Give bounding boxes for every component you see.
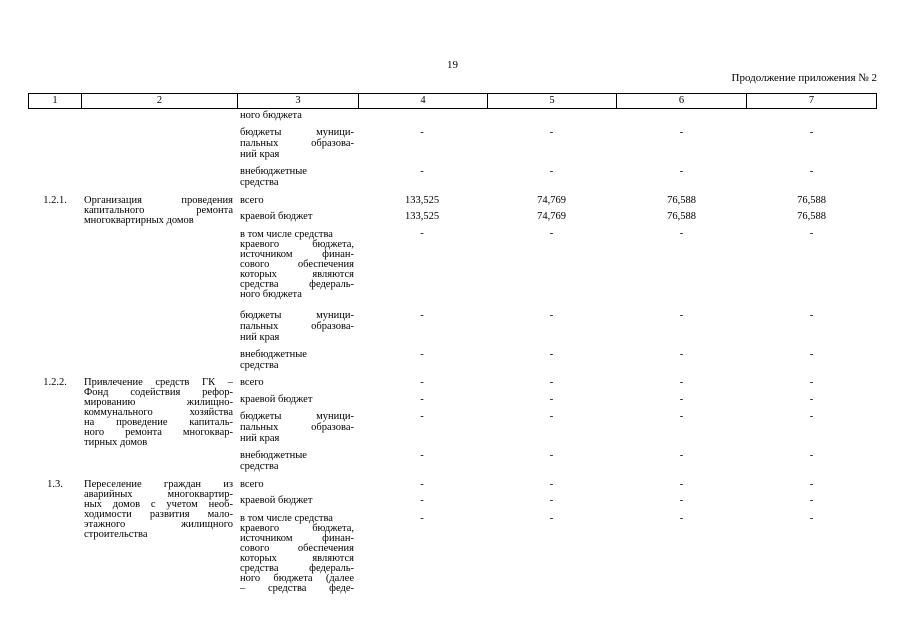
source-label: которых являются [240, 269, 354, 280]
row-title: Фонд содействия рефор- [84, 387, 233, 398]
cell-value: - [549, 411, 554, 422]
source-label: ний края [240, 149, 280, 160]
table-header [28, 93, 877, 109]
cell-value: 74,769 [537, 195, 566, 206]
source-label: средства федераль- [240, 279, 354, 290]
source-label: пальных образова- [240, 321, 354, 332]
source-label: краевого бюджета, [240, 523, 354, 534]
source-label: краевого бюджета, [240, 239, 354, 250]
header-col-1: 1 [29, 94, 82, 108]
cell-value: - [549, 166, 554, 177]
header-col-2: 2 [82, 94, 238, 108]
cell-value: - [420, 411, 424, 422]
row-title: многоквартирных домов [84, 215, 194, 226]
source-label: сового обеспечения [240, 543, 354, 554]
header-col-6: 6 [617, 94, 747, 108]
cell-value: - [679, 310, 684, 321]
cell-value: - [809, 479, 814, 490]
cell-value: - [420, 127, 424, 138]
source-label: ного бюджета (далее [240, 573, 354, 584]
source-label: внебюджетные [240, 349, 307, 360]
cell-value: - [420, 166, 424, 177]
row-title: строительства [84, 529, 148, 540]
source-label: источником финан- [240, 249, 354, 260]
cell-value: - [679, 495, 684, 506]
cell-value: - [809, 513, 814, 524]
row-number: 1.3. [47, 479, 63, 490]
cell-value: 76,588 [797, 195, 826, 206]
source-label: сового обеспечения [240, 259, 354, 270]
cell-value: - [420, 513, 424, 524]
row-title: мированию жилищно- [84, 397, 233, 408]
row-title: ного ремонта многоквар- [84, 427, 233, 438]
source-label: краевой бюджет [240, 495, 313, 506]
cell-value: 76,588 [797, 211, 826, 222]
row-title: Переселение граждан из [84, 479, 233, 490]
cell-value: - [809, 495, 814, 506]
row-title: аварийных многоквартир- [84, 489, 233, 500]
row-title: на проведение капиталь- [84, 417, 233, 428]
cell-value: - [679, 166, 684, 177]
cell-value: - [809, 310, 814, 321]
source-label: ного бюджета [240, 110, 302, 121]
cell-value: - [549, 450, 554, 461]
cell-value: 74,769 [537, 211, 566, 222]
cell-value: - [549, 513, 554, 524]
cell-value: - [549, 479, 554, 490]
cell-value: - [679, 349, 684, 360]
source-label: средства федераль- [240, 563, 354, 574]
header-col-7: 7 [808, 95, 815, 106]
cell-value: - [809, 349, 814, 360]
source-label: краевой бюджет [240, 394, 313, 405]
source-label: внебюджетные [240, 450, 307, 461]
row-title: капитального ремонта [84, 205, 233, 216]
continuation-caption: Продолжение приложения № 2 [731, 72, 877, 84]
cell-value: - [809, 411, 814, 422]
row-title: Привлечение средств ГК – [84, 377, 233, 388]
source-label: бюджеты муници- [240, 310, 354, 321]
cell-value: - [420, 310, 424, 321]
source-label: всего [240, 377, 264, 388]
source-label: средства [240, 177, 279, 188]
cell-value: - [679, 411, 684, 422]
cell-value: - [549, 394, 554, 405]
source-label: всего [240, 195, 264, 206]
source-label: ний края [240, 332, 280, 343]
source-label: средства [240, 461, 279, 472]
source-label: ного бюджета [240, 289, 302, 300]
cell-value: - [549, 310, 554, 321]
cell-value: 133,525 [404, 195, 440, 206]
row-title: ных домов с учетом необ- [84, 499, 233, 510]
source-label: краевой бюджет [240, 211, 313, 222]
source-label: внебюджетные [240, 166, 307, 177]
row-title: Организация проведения [84, 195, 233, 206]
source-label: бюджеты муници- [240, 127, 354, 138]
cell-value: - [809, 394, 814, 405]
source-label: которых являются [240, 553, 354, 564]
row-title: тирных домов [84, 437, 148, 448]
source-label: в том числе средства [240, 513, 333, 524]
cell-value: - [809, 228, 814, 239]
cell-value: - [679, 394, 684, 405]
cell-value: - [679, 513, 684, 524]
row-number: 1.2.1. [43, 195, 67, 206]
source-label: – средства феде- [240, 583, 354, 594]
cell-value: - [549, 377, 554, 388]
cell-value: - [549, 127, 554, 138]
cell-value: - [809, 166, 814, 177]
source-label: бюджеты муници- [240, 411, 354, 422]
cell-value: - [549, 349, 554, 360]
cell-value: - [549, 495, 554, 506]
source-label: средства [240, 360, 279, 371]
cell-value: - [679, 479, 684, 490]
source-label: пальных образова- [240, 422, 354, 433]
header-col-3: 3 [238, 94, 359, 108]
cell-value: 76,588 [667, 211, 696, 222]
cell-value: 76,588 [667, 195, 696, 206]
cell-value: - [679, 127, 684, 138]
cell-value: - [809, 377, 814, 388]
row-title: ходимости развития мало- [84, 509, 233, 520]
cell-value: - [679, 450, 684, 461]
cell-value: 133,525 [404, 211, 440, 222]
cell-value: - [420, 394, 424, 405]
row-title: этажного жилищного [84, 519, 233, 530]
page-number: 19 [447, 59, 458, 71]
cell-value: - [420, 479, 424, 490]
row-title: коммунального хозяйства [84, 407, 233, 418]
cell-value: - [420, 228, 424, 239]
cell-value: - [549, 228, 554, 239]
cell-value: - [420, 450, 424, 461]
source-label: в том числе средства [240, 229, 333, 240]
cell-value: - [679, 377, 684, 388]
source-label: ний края [240, 433, 280, 444]
header-col-5: 5 [488, 94, 617, 108]
header-col-4: 4 [359, 94, 488, 108]
cell-value: - [679, 228, 684, 239]
row-number: 1.2.2. [43, 377, 67, 388]
source-label: всего [240, 479, 264, 490]
cell-value: - [420, 495, 424, 506]
cell-value: - [420, 377, 424, 388]
source-label: пальных образова- [240, 138, 354, 149]
cell-value: - [809, 127, 814, 138]
cell-value: - [420, 349, 424, 360]
cell-value: - [809, 450, 814, 461]
source-label: источником финан- [240, 533, 354, 544]
